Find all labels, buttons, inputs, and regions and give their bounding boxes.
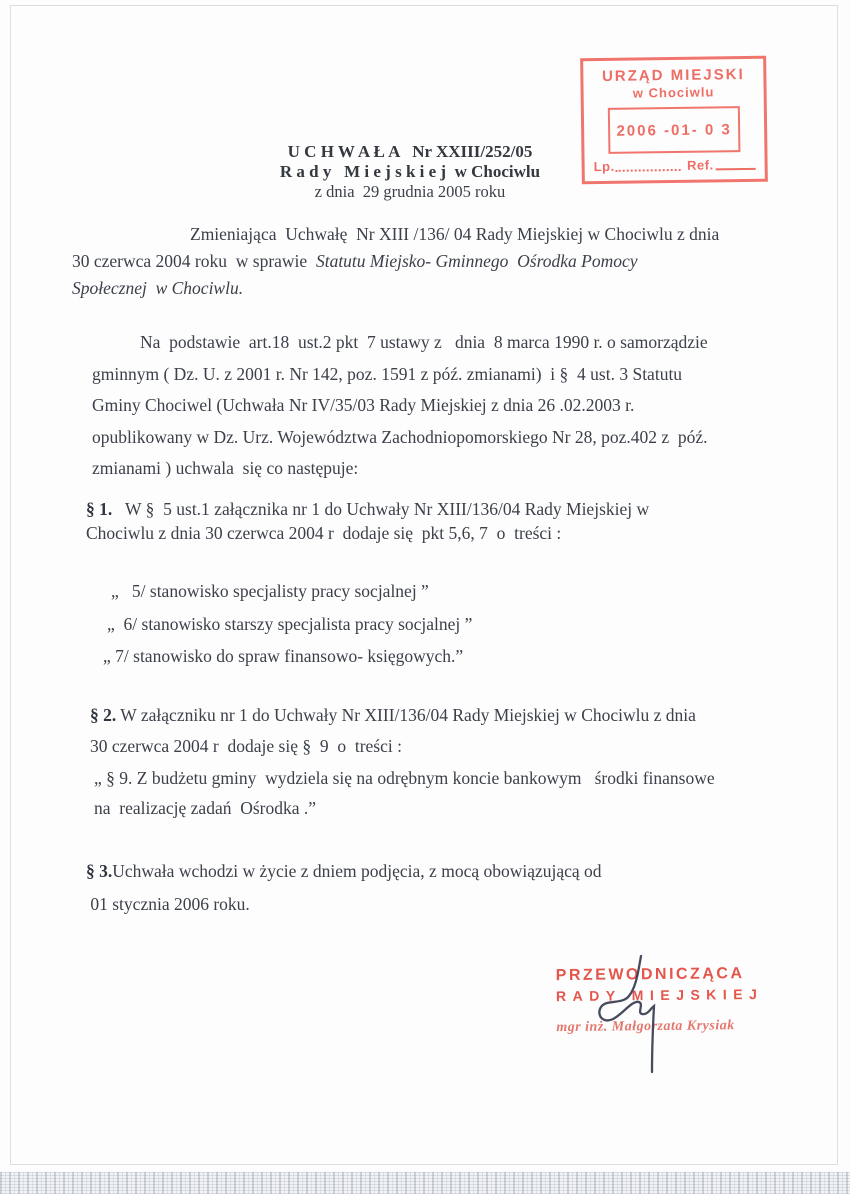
legal-basis-paragraph xyxy=(92,327,804,485)
section-1-line-2: Chociwlu z dnia 30 czerwca 2004 r dodaje się pkt 5,6, 7 o treści : xyxy=(86,522,562,543)
scan-edge-noise xyxy=(0,1172,850,1194)
section-3-line-1: § 3.Uchwała wchodzi w życie z dniem podjęcia, z mocą obowiązującą od xyxy=(86,861,602,881)
section-2-line-2: 30 czerwca 2004 r dodaje się § 9 o treści : xyxy=(90,736,402,756)
legal-line-1: Na podstawie art.18 ust.2 pkt 7 ustawy z dnia 8 marca 1990 r. o samorządzie xyxy=(140,332,708,352)
quote-line-1: „ § 9. Z budżetu gminy wydziela się na odrębnym koncie bankowym środki finansowe xyxy=(94,768,715,788)
title-line-1: U C H W A Ł A Nr XXIII/252/05 xyxy=(287,142,533,161)
list-item: „ 5/ stanowisko specjalisty pracy socjalnej ” xyxy=(111,581,429,601)
legal-line-3: Gminy Chociwel (Uchwała Nr IV/35/03 Rady Miejskiej z dnia 26 .02.2003 r. xyxy=(92,395,635,415)
chairwoman-name: mgr inż. Małgorzata Krysiak xyxy=(556,1018,735,1036)
legal-line-2: gminnym ( Dz. U. z 2001 r. Nr 142, poz. 1591 z póź. zmianami) i § 4 ust. 3 Statutu xyxy=(92,363,683,384)
stamp-office-name: URZĄD MIEJSKI xyxy=(601,66,745,85)
section-3-line-2: 01 stycznia 2006 roku. xyxy=(86,894,250,914)
legal-line-4: opublikowany w Dz. Urz. Województwa Zachodniopomorskiego Nr 28, poz.402 z póź. xyxy=(92,426,708,447)
section-2-label: § 2. xyxy=(90,705,117,725)
section-1-paragraph xyxy=(86,498,776,545)
handwritten-signature-icon xyxy=(570,943,680,1093)
intro-line-1: Zmieniająca Uchwałę Nr XIII /136/ 04 Rady Miejskiej w Chociwlu z dnia xyxy=(190,224,720,244)
ref-fill-line xyxy=(716,158,756,171)
intro-paragraph xyxy=(72,221,784,302)
stamp-date-box xyxy=(608,106,741,154)
section-1-label: § 1. xyxy=(86,499,113,519)
chairwoman-title: PRZEWODNICZĄCA xyxy=(555,965,745,985)
title-line-2: R a d y M i e j s k i e j w Chociwlu xyxy=(279,162,541,181)
stamp-date: 2006 -01- 0 3 xyxy=(616,120,732,140)
council-name: RADY MIEJSKIEJ xyxy=(555,985,764,1005)
lp-label: Lp. xyxy=(593,158,615,175)
lp-fill-line xyxy=(616,159,682,172)
legal-line-5: zmianami ) uchwala się co następuje: xyxy=(92,458,359,478)
registry-stamp xyxy=(580,56,768,185)
section-3-label: § 3. xyxy=(86,861,113,881)
ref-label: Ref. xyxy=(686,157,714,173)
title-line-3: z dnia 29 grudnia 2005 roku xyxy=(314,182,506,201)
section-2-paragraph xyxy=(90,700,802,762)
section-2-line-1: § 2. W załączniku nr 1 do Uchwały Nr XIII/136/04 Rady Miejskiej w Chociwlu z dnia xyxy=(90,705,696,725)
list-item: „ 6/ stanowisko starszy specjalista pracy socjalnej ” xyxy=(107,613,473,634)
quote-line-2: na realizację zadań Ośrodka .” xyxy=(94,798,317,818)
section-3-paragraph xyxy=(86,855,736,921)
intro-line-2: 30 czerwca 2004 roku w sprawie Statutu Miejsko- Gminnego Ośrodka Pomocy xyxy=(72,251,638,271)
document-title xyxy=(240,142,580,202)
list-item: „ 7/ stanowisko do spraw finansowo- księgowych.” xyxy=(103,646,464,666)
section-9-quote xyxy=(94,763,808,823)
intro-line-3: Społecznej w Chociwlu. xyxy=(72,278,244,298)
stamp-ref-row xyxy=(594,157,756,174)
stamp-office-city: w Chociwlu xyxy=(632,84,715,101)
section-1-line-1: § 1. W § 5 ust.1 załącznika nr 1 do Uchwały Nr XIII/136/04 Rady Miejskiej w xyxy=(86,499,650,519)
added-positions-list xyxy=(103,581,472,679)
